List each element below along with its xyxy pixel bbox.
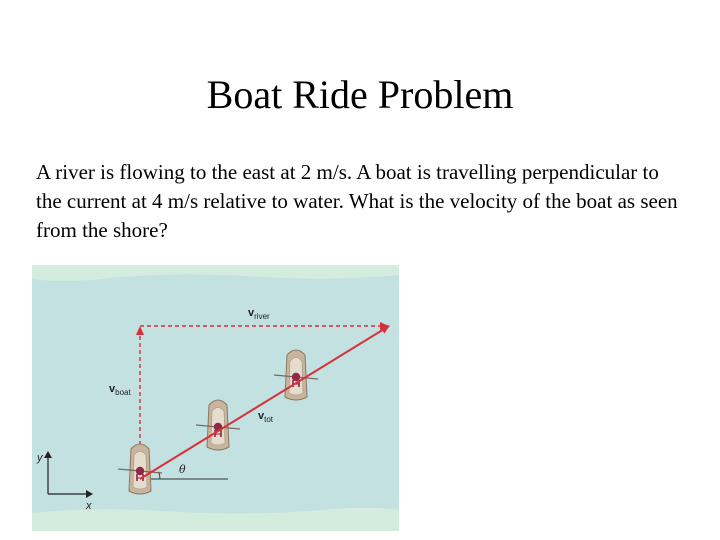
v-boat-label: vboat xyxy=(109,383,131,397)
vector-diagram xyxy=(32,265,399,531)
x-axis-label: x xyxy=(86,500,92,512)
river-water xyxy=(32,265,399,531)
problem-statement: A river is flowing to the east at 2 m/s. A boat is travelling perpendicular to the current at 4 m/s relative to water. What is the velocity of the boat as seen from the shore? xyxy=(36,160,678,242)
y-axis-label: y xyxy=(37,452,43,464)
boat-river-figure xyxy=(32,265,399,531)
v-river-label: vriver xyxy=(248,307,270,321)
slide-title: Boat Ride Problem xyxy=(206,72,514,117)
v-tot-label: vtot xyxy=(258,410,274,424)
theta-label: θ xyxy=(179,463,186,476)
